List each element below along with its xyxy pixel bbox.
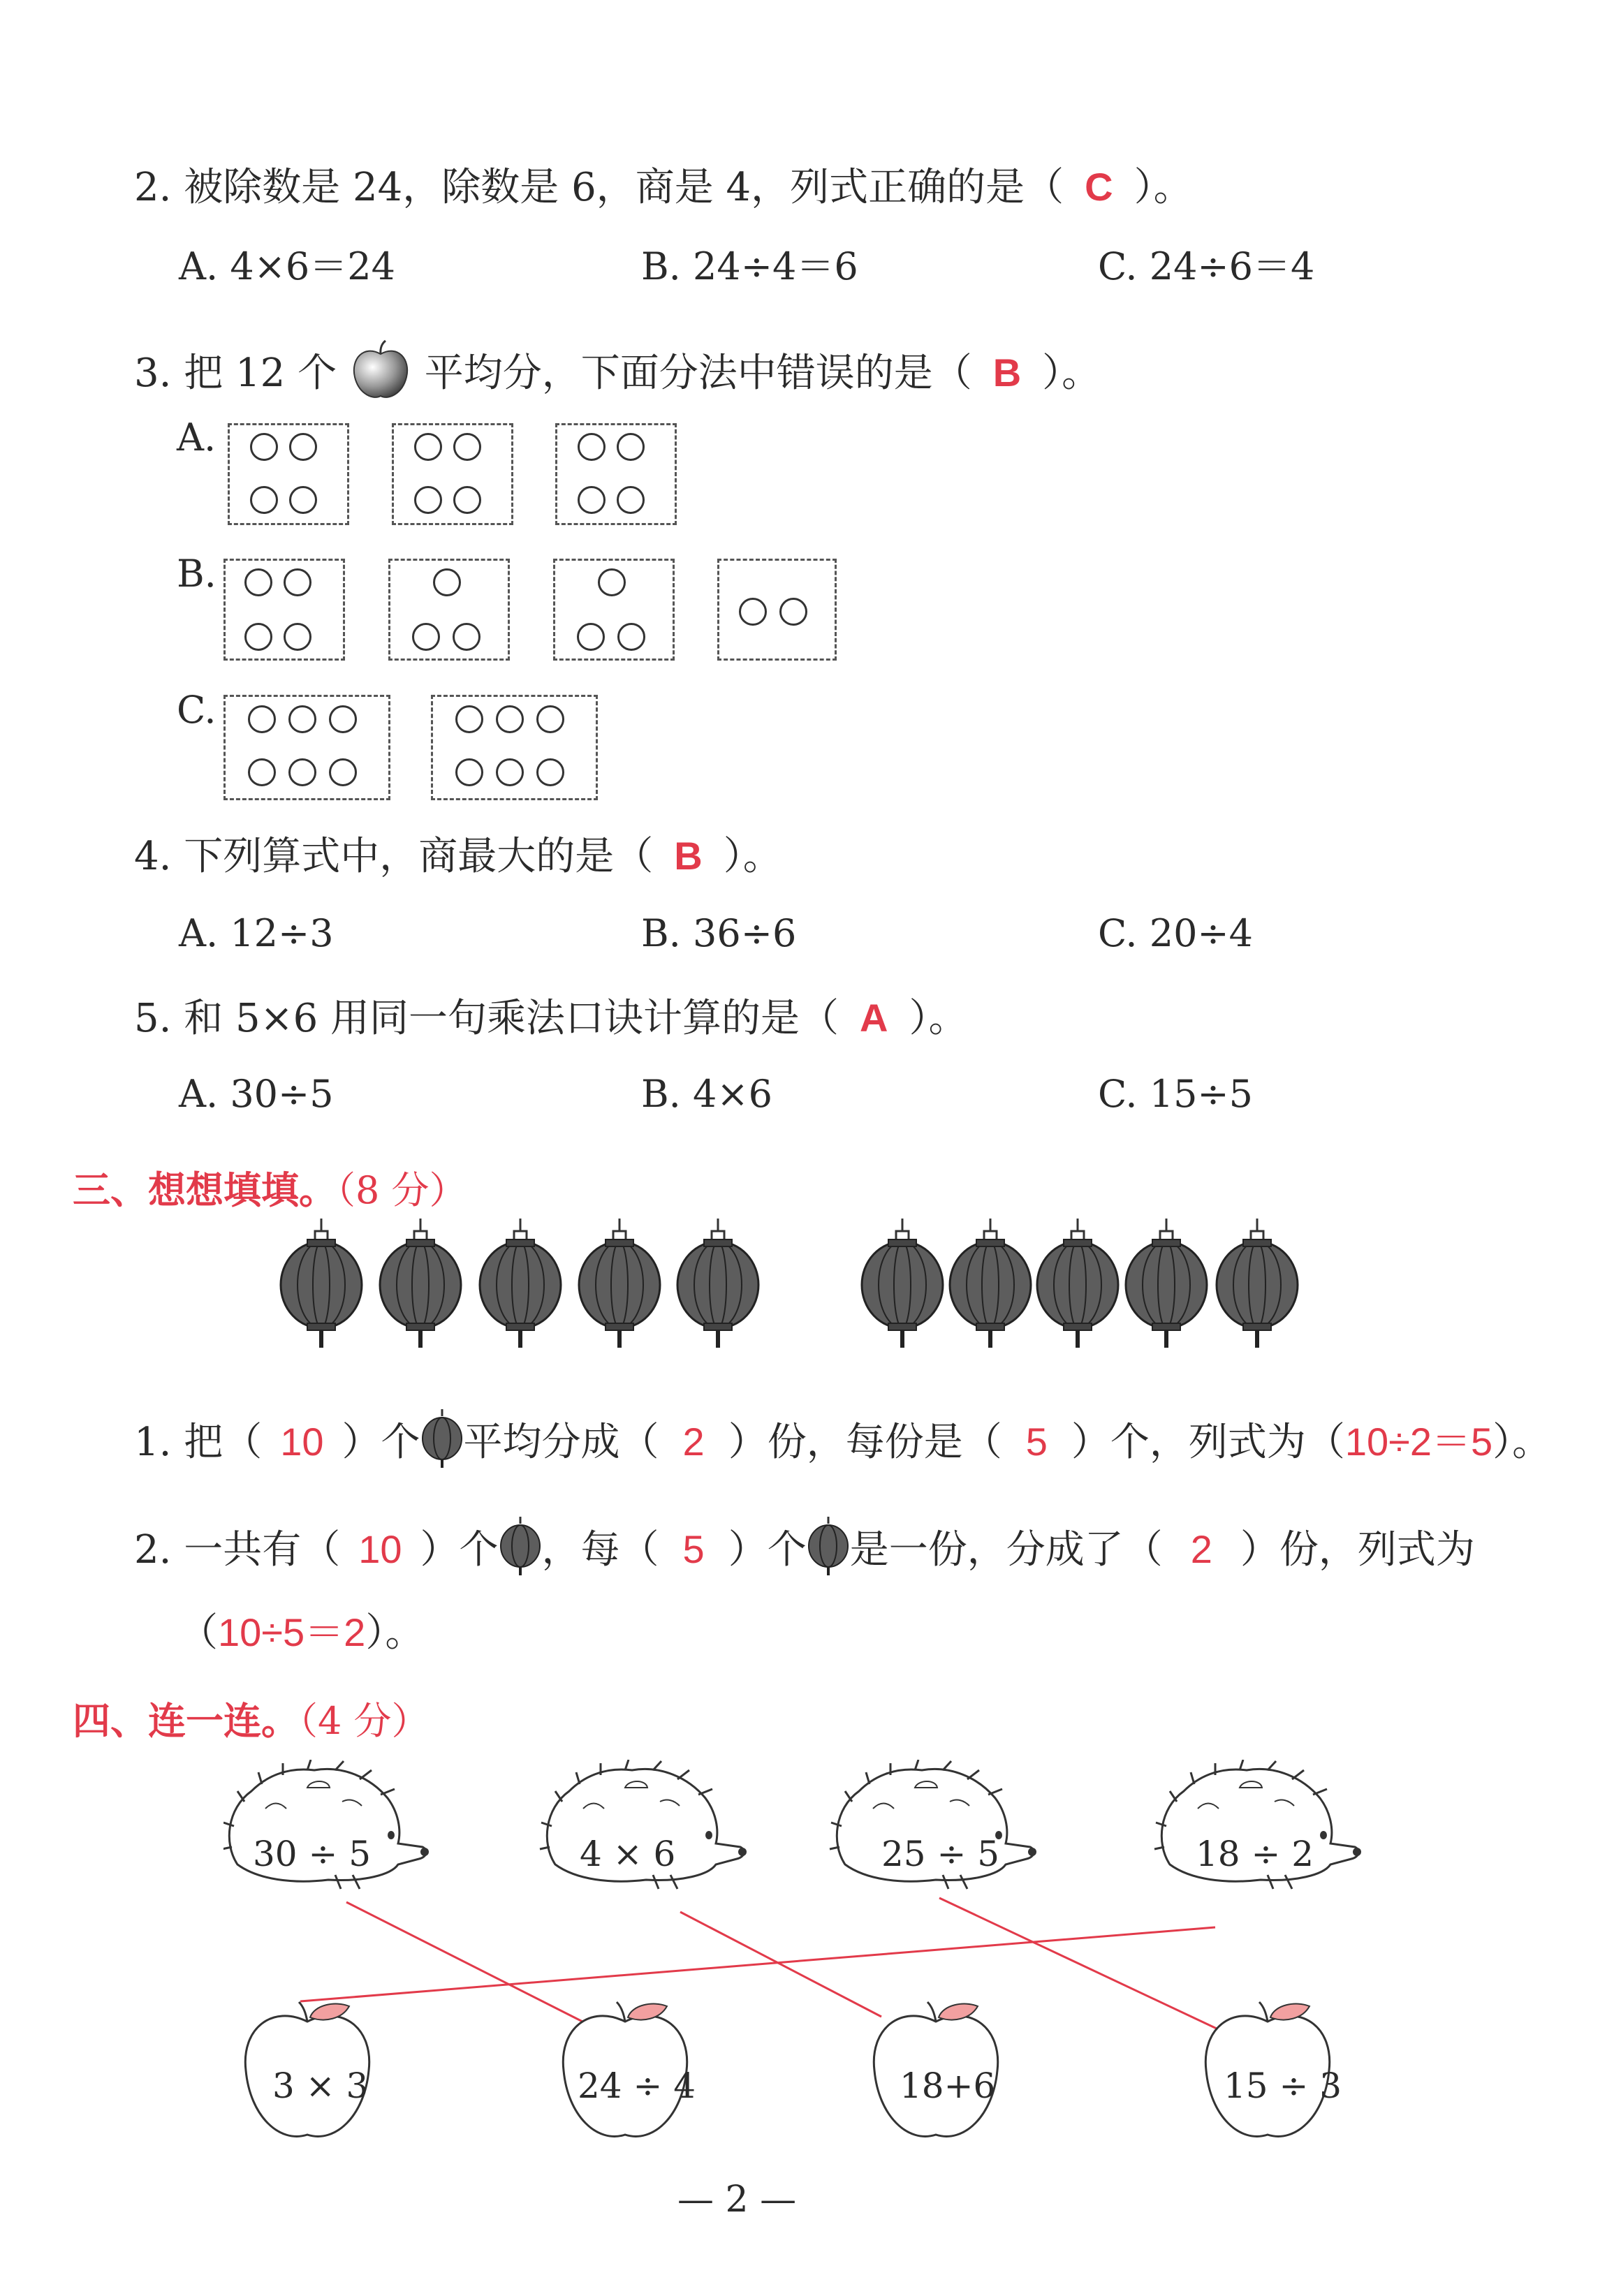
hedgehog-expr-2: 4 × 6 (580, 1834, 676, 1874)
q5-option-a: A. 30÷5 (179, 1072, 334, 1116)
q4-option-a: A. 12÷3 (179, 911, 334, 955)
fill-2-answer-2: 5 (682, 1527, 705, 1571)
q4-answer: B (674, 834, 703, 878)
section-4-heading: 四、连一连。（4 分） (73, 1699, 430, 1743)
q5-option-b: B. 4×6 (641, 1072, 772, 1116)
hedgehog-expr-1: 30 ÷ 5 (253, 1834, 372, 1874)
q2-option-b: B. 24÷4＝6 (641, 244, 858, 288)
q4-stem: 4. 下列算式中，商最大的是（ B ）。 (134, 834, 782, 879)
q2-answer: C (1085, 165, 1113, 209)
q4-option-c: C. 20÷4 (1098, 911, 1254, 955)
hedgehog-expr-3: 25 ÷ 5 (881, 1834, 1000, 1874)
apple-expr-1: 3 × 3 (272, 2066, 369, 2106)
apple-expr-2: 24 ÷ 4 (578, 2066, 696, 2106)
q5-option-c: C. 15÷5 (1098, 1072, 1254, 1116)
q3-stem: 3. 把 12 个 平均分，下面分法中错误的是（ B ）。 (134, 339, 1101, 402)
apple-expr-3: 18+6 (900, 2066, 996, 2106)
q4-option-b: B. 36÷6 (641, 911, 797, 955)
fill-1-answer-2: 2 (682, 1420, 705, 1464)
q3-option-b-label: B. (177, 552, 217, 596)
q5-answer: A (860, 996, 888, 1040)
fill-1: 1. 把（ 10 ）个 平均分成（ 2 ）份，每份是（ 5 ）个，列式为（10÷2＝5）。 (134, 1409, 1551, 1468)
q2-option-a: A. 4×6＝24 (179, 244, 395, 288)
q2-stem: 2. 被除数是 24，除数是 6，商是 4，列式正确的是（ C ）。 (134, 165, 1193, 210)
q3-option-a-label: A. (177, 415, 217, 459)
page-number: — 2 — (677, 2179, 797, 2221)
q2-option-c: C. 24÷6＝4 (1098, 244, 1315, 288)
fill-2: 2. 一共有（ 10 ）个 ，每（ 5 ）个 是一份，分成了（ 2 ）份，列式为 (134, 1517, 1475, 1575)
section-3-heading: 三、想想填填。（8 分） (73, 1168, 467, 1212)
q5-stem: 5. 和 5×6 用同一句乘法口诀计算的是（ A ）。 (134, 996, 968, 1041)
apple-expr-4: 15 ÷ 3 (1224, 2066, 1342, 2106)
fill-1-answer-1: 10 (280, 1420, 324, 1464)
hedgehog-expr-4: 18 ÷ 2 (1196, 1834, 1314, 1874)
fill-2-answer-4: 10÷5＝2 (218, 1610, 366, 1654)
fill-2-answer-3: 2 (1190, 1527, 1212, 1571)
apples (230, 2001, 1348, 2147)
fill-1-answer-4: 10÷2＝5 (1344, 1420, 1493, 1464)
fill-2-line-2: （10÷5＝2）。 (179, 1610, 425, 1656)
fill-1-answer-3: 5 (1025, 1420, 1048, 1464)
q3-answer: B (992, 351, 1022, 395)
fill-2-answer-1: 10 (358, 1527, 402, 1571)
q3-option-c-label: C. (177, 688, 217, 732)
